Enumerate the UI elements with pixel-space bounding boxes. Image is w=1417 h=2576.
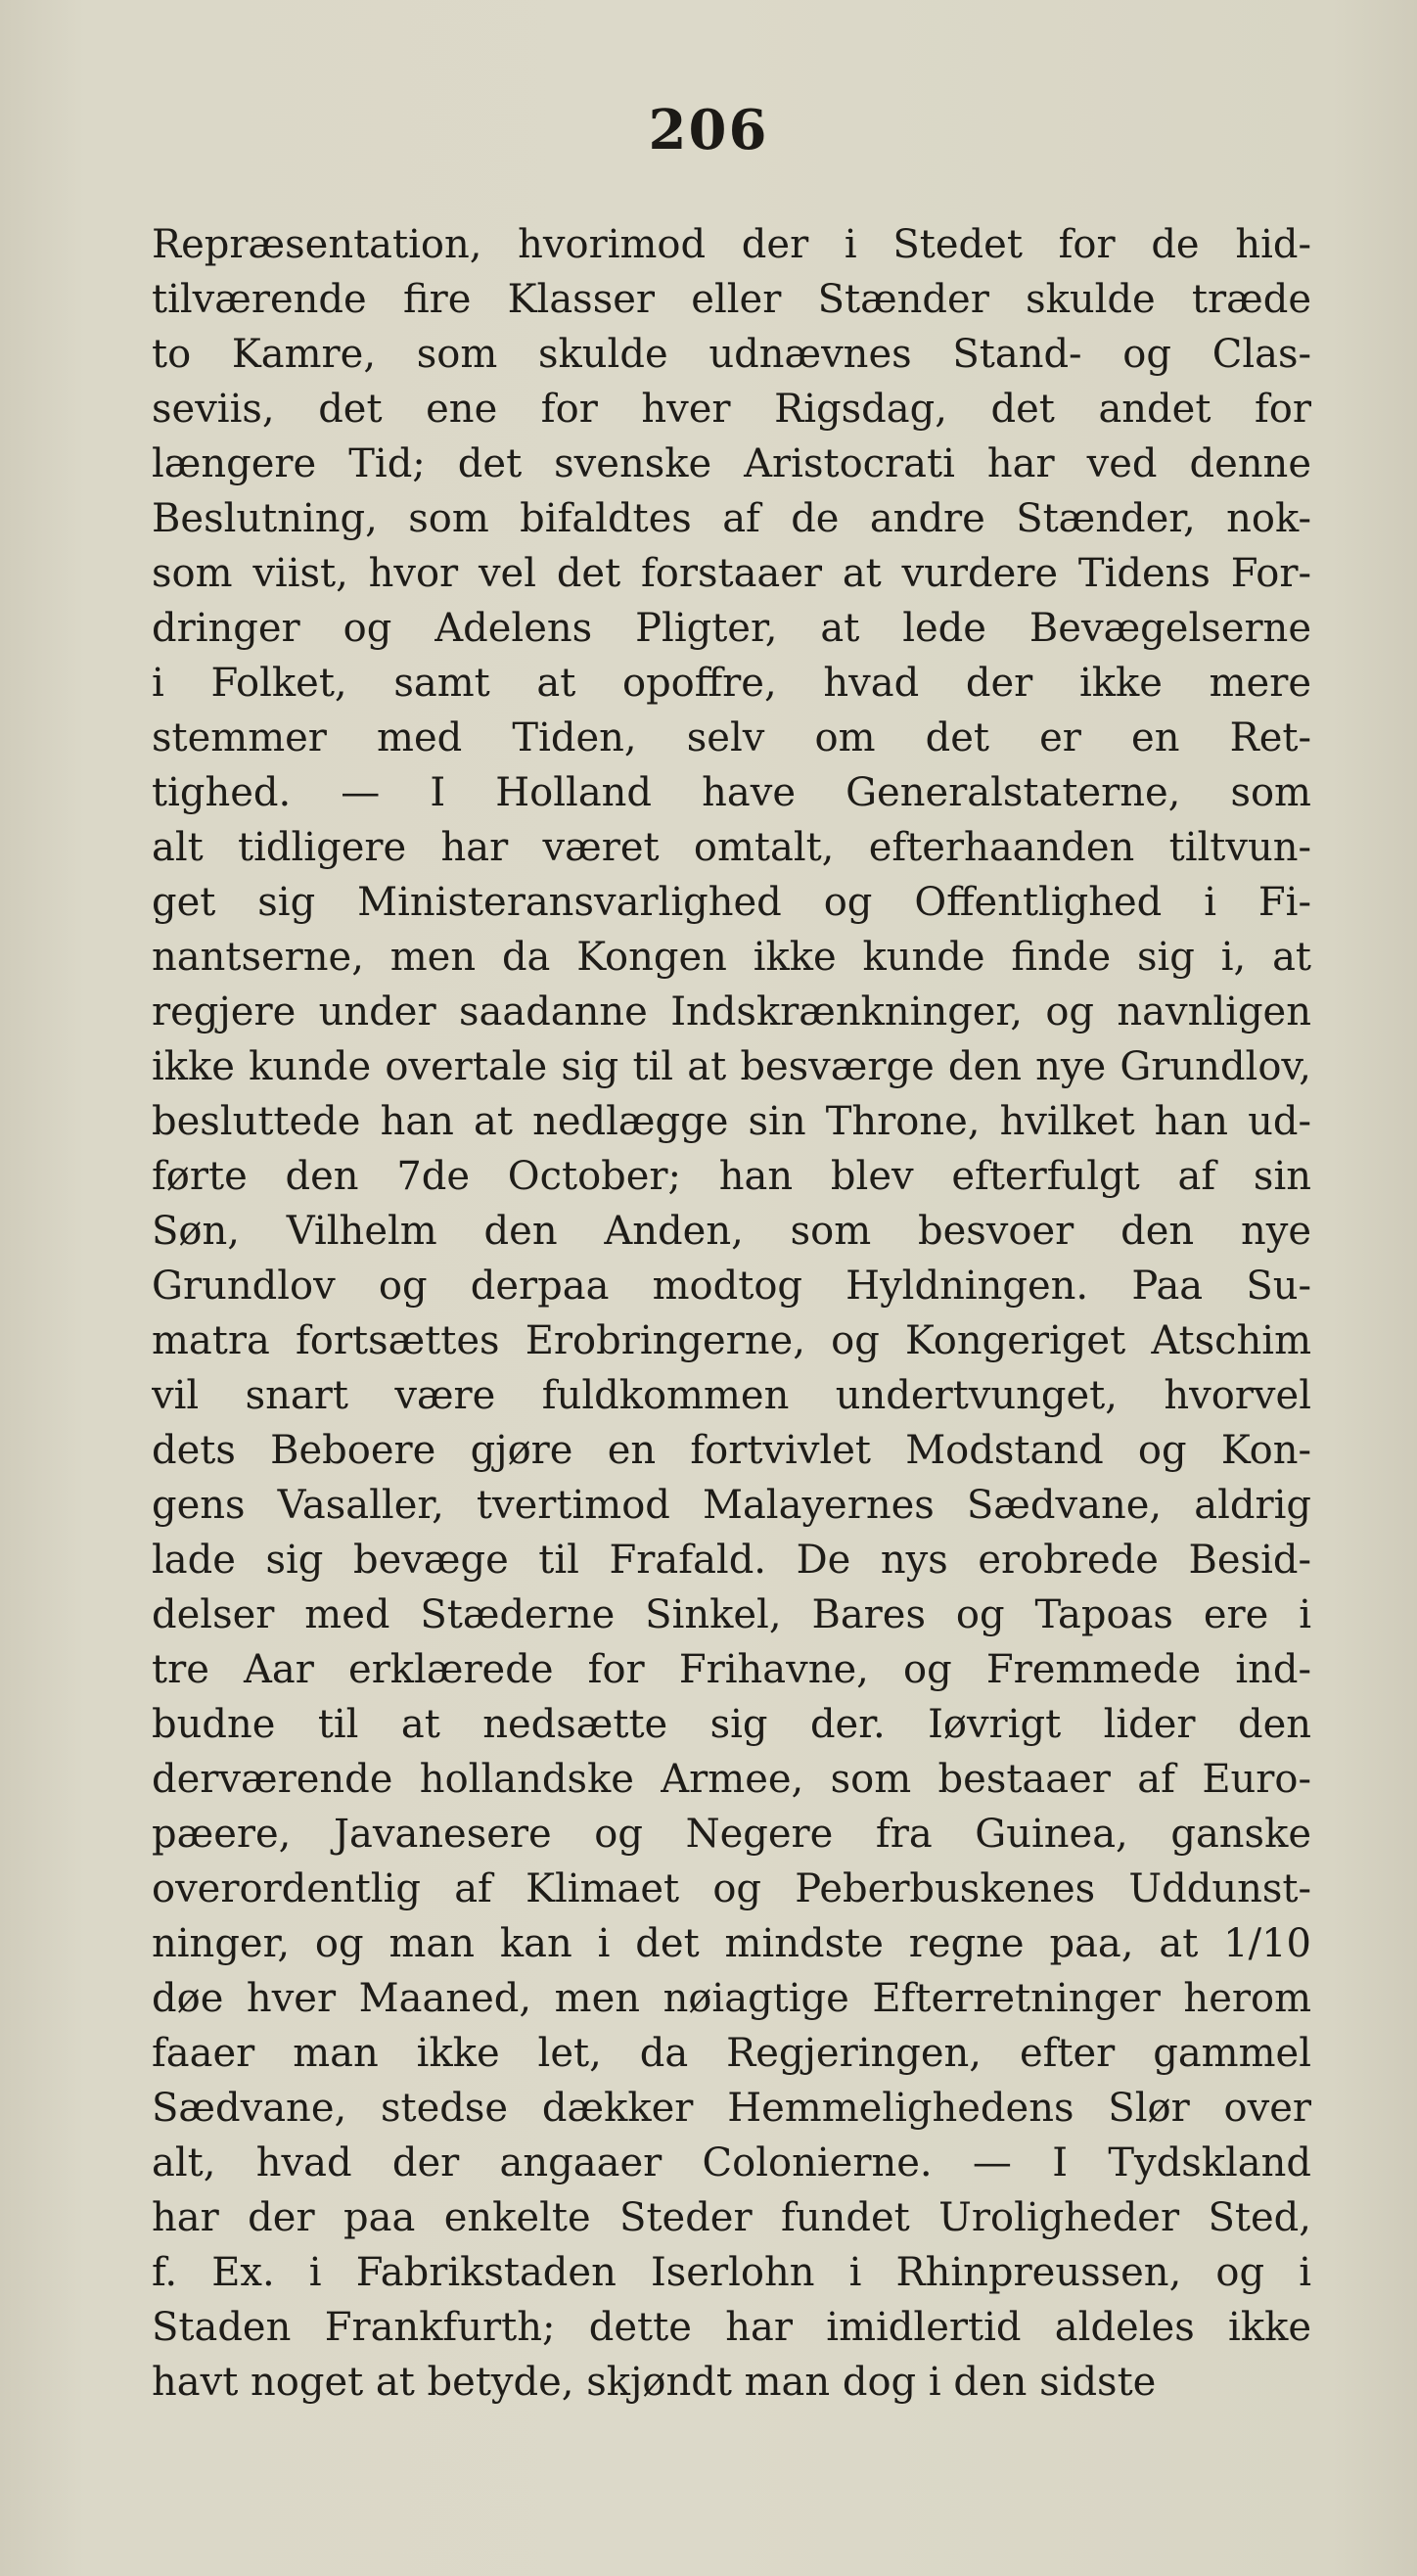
text-line: derværende hollandske Armee, som bestaaer af Euro- <box>152 1757 1311 1802</box>
text-line: delser med Stæderne Sinkel, Bares og Tapoas ere i <box>152 1592 1311 1637</box>
text-line: Repræsentation, hvorimod der i Stedet for de hid- <box>152 222 1311 267</box>
text-line: førte den 7de October; han blev efterfulgt af sin <box>152 1154 1311 1199</box>
text-line: stemmer med Tiden, selv om det er en Ret- <box>152 715 1311 760</box>
text-line: gens Vasaller, tvertimod Malayernes Sædvane, aldrig <box>152 1483 1311 1528</box>
text-line: ikke kunde overtale sig til at besværge den nye Grundlov, <box>152 1044 1311 1089</box>
text-line: lade sig bevæge til Frafald. De nys erobrede Besid- <box>152 1538 1311 1583</box>
page-number: 206 <box>648 98 769 162</box>
text-line: alt tidligere har været omtalt, efterhaanden tiltvun- <box>152 825 1311 870</box>
text-line: som viist, hvor vel det forstaaer at vurdere Tidens For- <box>152 551 1311 596</box>
text-line: f. Ex. i Fabrikstaden Iserlohn i Rhinpreussen, og i <box>152 2250 1311 2295</box>
text-line: Sædvane, stedse dækker Hemmelighedens Slør over <box>152 2086 1311 2131</box>
text-line: dringer og Adelens Pligter, at lede Bevægelserne <box>152 606 1311 651</box>
text-line: get sig Ministeransvarlighed og Offentlighed i Fi- <box>152 880 1311 925</box>
text-line: dets Beboere gjøre en fortvivlet Modstand og Kon- <box>152 1428 1311 1473</box>
text-line: seviis, det ene for hver Rigsdag, det andet for <box>152 387 1311 432</box>
text-line: regjere under saadanne Indskrænkninger, og navnligen <box>152 989 1311 1035</box>
text-line: pæere, Javanesere og Negere fra Guinea, ganske <box>152 1812 1311 1857</box>
text-line: ninger, og man kan i det mindste regne paa, at 1/10 <box>152 1921 1311 1966</box>
text-line: Beslutning, som bifaldtes af de andre Stænder, nok- <box>152 496 1311 541</box>
text-line: længere Tid; det svenske Aristocrati har ved denne <box>152 441 1311 486</box>
text-line: alt, hvad der angaaer Colonierne. — I Tydskland <box>152 2140 1311 2185</box>
text-line: matra fortsættes Erobringerne, og Kongeriget Atschim <box>152 1318 1311 1363</box>
text-line: besluttede han at nedlægge sin Throne, hvilket han ud- <box>152 1099 1311 1144</box>
text-line: har der paa enkelte Steder fundet Uroligheder Sted, <box>152 2195 1311 2240</box>
text-line: tighed. — I Holland have Generalstaterne, som <box>152 770 1311 815</box>
text-line: Søn, Vilhelm den Anden, som besvoer den nye <box>152 1209 1311 1254</box>
text-line: nantserne, men da Kongen ikke kunde finde sig i, at <box>152 935 1311 980</box>
text-line: Staden Frankfurth; dette har imidlertid aldeles ikke <box>152 2305 1311 2350</box>
text-line: døe hver Maaned, men nøiagtige Efterretninger herom <box>152 1976 1311 2021</box>
text-line: havt noget at betyde, skjøndt man dog i den sidste <box>152 2360 1157 2405</box>
body-text <box>152 217 1311 2410</box>
text-line: vil snart være fuldkommen undertvunget, hvorvel <box>152 1373 1311 1418</box>
text-line: i Folket, samt at opoffre, hvad der ikke mere <box>152 661 1311 706</box>
text-line: tre Aar erklærede for Frihavne, og Fremmede ind- <box>152 1647 1311 1692</box>
text-line: Grundlov og derpaa modtog Hyldningen. Paa Su- <box>152 1264 1311 1309</box>
text-line: faaer man ikke let, da Regjeringen, efter gammel <box>152 2031 1311 2076</box>
text-line: to Kamre, som skulde udnævnes Stand- og Clas- <box>152 332 1311 377</box>
text-line: overordentlig af Klimaet og Peberbuskenes Uddunst- <box>152 1866 1311 1911</box>
text-line: tilværende fire Klasser eller Stænder skulde træde <box>152 277 1311 322</box>
text-line: budne til at nedsætte sig der. Iøvrigt lider den <box>152 1702 1311 1747</box>
